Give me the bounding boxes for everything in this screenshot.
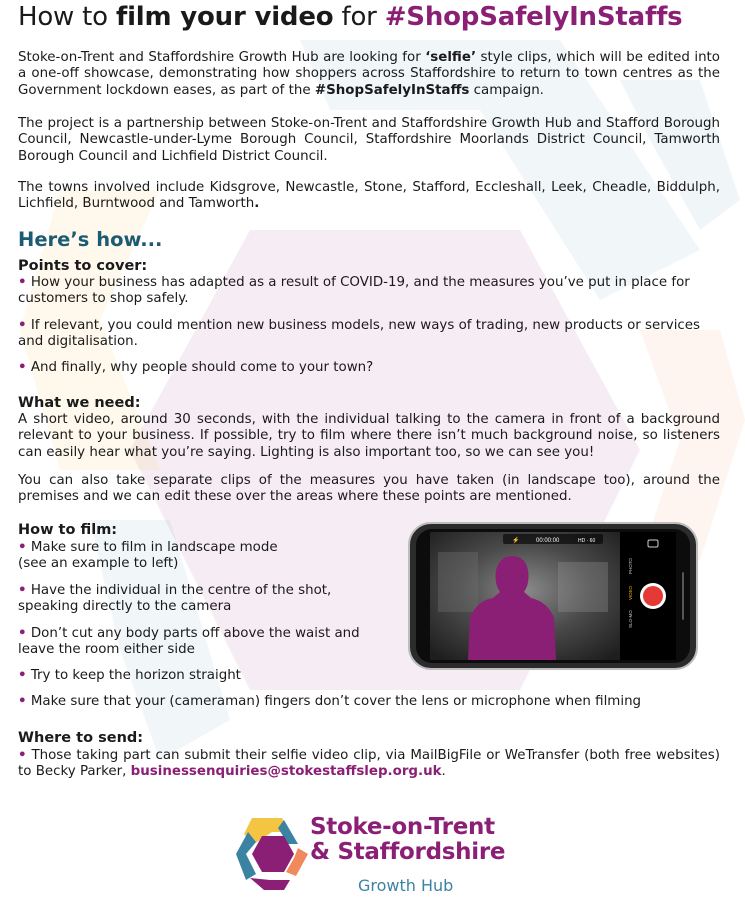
camera-quality: HD · 60 xyxy=(578,538,596,544)
what-we-need-paragraph-1: A short video, around 30 seconds, with the individual talking to the camera in front of a background relevant to your business. If possible, try to film where there isn’t much background noise, so listeners can easily hear what you’re saying. Lighting is also important too, so we can see you! xyxy=(18,412,720,460)
film-item-1: • Make sure to film in landscape mode (see an example to left) xyxy=(18,540,278,572)
intro-paragraph-1: Stoke-on-Trent and Staffordshire Growth Hub are looking for ‘selfie’ style clips, which will be edited into a one-off showcase, demonstrating how shoppers across Staffordshire to return to town centres as the Government lockdown eases, as part of the #ShopSafelyInStaffs campaign. xyxy=(18,50,720,98)
intro-paragraph-2: The project is a partnership between Stoke-on-Trent and Staffordshire Growth Hub and Stafford Borough Council, Newcastle-under-Lyme Borough Council, Staffordshire Moorlands District Council, Tamworth Borough Council and Lichfield District Council. xyxy=(18,116,720,164)
where-to-send-heading: Where to send: xyxy=(18,730,144,746)
logo-wordmark: Stoke-on-Trent & Staffordshire xyxy=(310,814,506,865)
page-title: How to film your video for #ShopSafelyInStaffs xyxy=(18,2,683,32)
camera-timer: 00:00:00 xyxy=(536,538,560,544)
points-item-3: • And finally, why people should come to your town? xyxy=(18,360,374,375)
phone-landscape-illustration xyxy=(408,522,698,670)
film-item-4: • Try to keep the horizon straight xyxy=(18,668,241,683)
points-heading: Points to cover: xyxy=(18,258,148,274)
points-item-1: • How your business has adapted as a result of COVID-19, and the measures you’ve put in place for customers to shop safely. xyxy=(18,275,690,307)
heres-how-heading: Here’s how... xyxy=(18,228,163,251)
where-to-send-paragraph: • Those taking part can submit their selfie video clip, via MailBigFile or WeTransfer (both free websites) to Becky Parker, businessenquiries@stokestaffslep.org.uk. xyxy=(18,748,720,780)
record-button xyxy=(643,586,663,606)
film-item-2: • Have the individual in the centre of the shot, speaking directly to the camera xyxy=(18,583,332,615)
intro-paragraph-3: The towns involved include Kidsgrove, Newcastle, Stone, Stafford, Eccleshall, Leek, Cheadle, Biddulph, Lichfield, Burntwood and Tamworth. xyxy=(18,180,720,212)
title-hashtag: #ShopSafelyInStaffs xyxy=(384,2,683,32)
camera-mode-video: VIDEO xyxy=(628,585,633,600)
film-item-3: • Don’t cut any body parts off above the waist and leave the room either side xyxy=(18,626,360,658)
svg-text:⚡: ⚡ xyxy=(512,538,520,544)
camera-mode-slomo: SLO-MO xyxy=(628,610,633,628)
growth-hub-logo xyxy=(232,812,532,902)
what-we-need-heading: What we need: xyxy=(18,395,141,411)
how-to-film-heading: How to film: xyxy=(18,522,118,538)
hexagon-logo-icon xyxy=(232,814,312,894)
contact-email-link[interactable]: businessenquiries@stokestaffslep.org.uk xyxy=(130,764,442,780)
what-we-need-paragraph-2: You can also take separate clips of the measures you have taken (in landscape too), around the premises and we can edit these over the areas where these points are mentioned. xyxy=(18,473,720,505)
film-item-5: • Make sure that your (cameraman) fingers don’t cover the lens or microphone when filming xyxy=(18,694,642,709)
points-item-2: • If relevant, you could mention new business models, new ways of trading, new products or services and digitalisation. xyxy=(18,318,700,350)
logo-subtitle: Growth Hub xyxy=(358,876,454,895)
camera-mode-photo: PHOTO xyxy=(628,558,633,574)
